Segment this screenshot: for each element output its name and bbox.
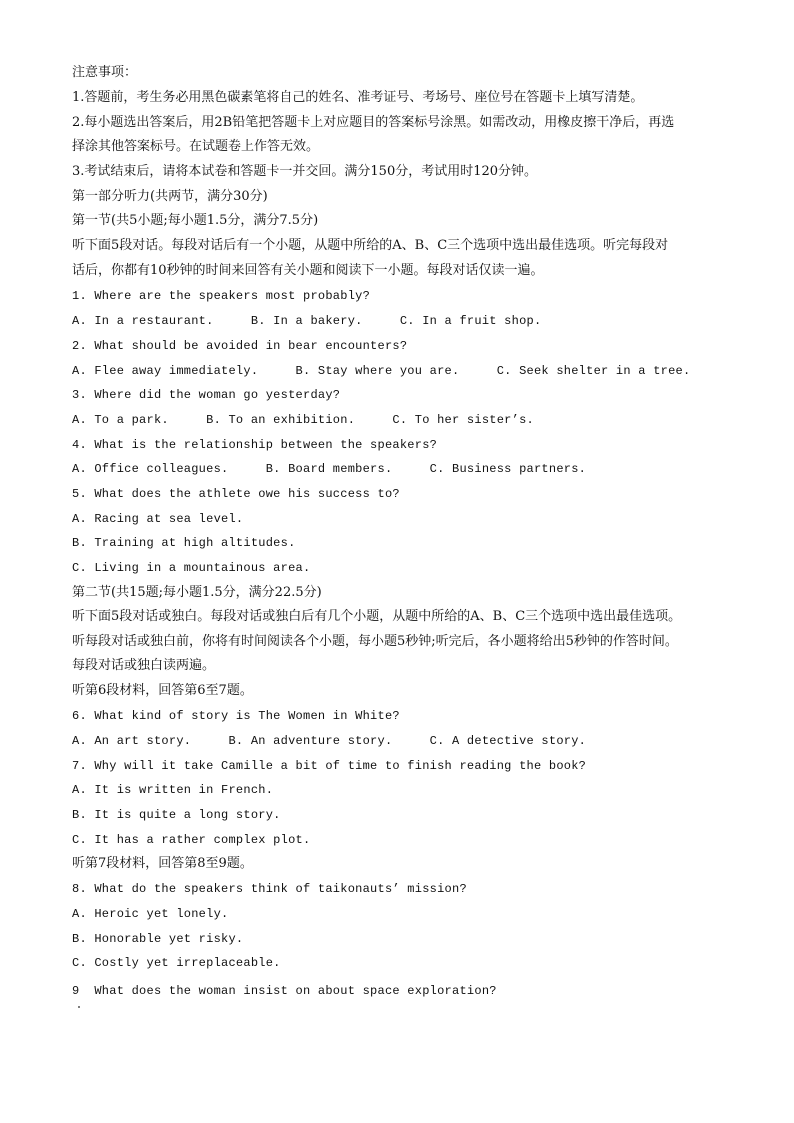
section2-instructions-1: 听下面5段对话或独白。每段对话或独白后有几个小题，从题中所给的A、B、C三个选项中选出最佳选项。 [72, 609, 682, 624]
notice-item-3: 3.考试结束后，请将本试卷和答题卡一并交回。满分150分，考试用时120分钟。 [72, 164, 538, 179]
section1-instructions-1: 听下面5段对话。每段对话后有一个小题，从题中所给的A、B、C三个选项中选出最佳选项。听完每段对 [72, 238, 669, 253]
question-5-option-a: A. Racing at sea level. [72, 512, 244, 526]
question-8-option-b: B. Honorable yet risky. [72, 932, 244, 946]
question-2-options: A. Flee away immediately. B. Stay where you are. C. Seek shelter in a tree. [72, 364, 691, 378]
question-6: 6. What kind of story is The Women in White? [72, 709, 400, 723]
question-1: 1. Where are the speakers most probably? [72, 289, 371, 303]
notice-item-2-cont: 择涂其他答案标号。在试题卷上作答无效。 [72, 139, 320, 154]
question-4-options: A. Office colleagues. B. Board members. C. Business partners. [72, 462, 587, 476]
question-9: 9 What does the woman insist on about space exploration? [72, 984, 497, 998]
question-1-options: A. In a restaurant. B. In a bakery. C. In a fruit shop. [72, 314, 542, 328]
question-2: 2. What should be avoided in bear encounters? [72, 339, 408, 353]
stray-mark [78, 1006, 80, 1008]
notice-title: 注意事项： [72, 65, 138, 80]
notice-item-1: 1.答题前，考生务必用黑色碳素笔将自己的姓名、准考证号、考场号、座位号在答题卡上填写清楚。 [72, 90, 644, 105]
question-6-options: A. An art story. B. An adventure story. C. A detective story. [72, 734, 587, 748]
question-7: 7. Why will it take Camille a bit of time to finish reading the book? [72, 759, 587, 773]
section2-instructions-3: 每段对话或独白读两遍。 [72, 658, 216, 673]
section2-instructions-2: 听每段对话或独白前，你将有时间阅读各个小题，每小题5秒钟;听完后，各小题将给出5秒钟的作答时间。 [72, 634, 678, 649]
question-5-option-c: C. Living in a mountainous area. [72, 561, 311, 575]
material-6-header: 听第6段材料，回答第6至7题。 [72, 683, 253, 698]
question-3: 3. Where did the woman go yesterday? [72, 388, 341, 402]
section2-title: 第二节(共15题;每小题1.5分，满分22.5分) [72, 585, 322, 600]
section1-instructions-2: 话后，你都有10秒钟的时间来回答有关小题和阅读下一小题。每段对话仅读一遍。 [72, 263, 544, 278]
material-7-header: 听第7段材料，回答第8至9题。 [72, 856, 253, 871]
question-8-option-a: A. Heroic yet lonely. [72, 907, 229, 921]
question-8-option-c: C. Costly yet irreplaceable. [72, 956, 281, 970]
question-7-option-a: A. It is written in French. [72, 783, 274, 797]
question-7-option-b: B. It is quite a long story. [72, 808, 281, 822]
question-3-options: A. To a park. B. To an exhibition. C. To her sister’s. [72, 413, 534, 427]
section1-title: 第一节(共5小题;每小题1.5分，满分7.5分) [72, 213, 319, 228]
question-7-option-c: C. It has a rather complex plot. [72, 833, 311, 847]
notice-item-2: 2.每小题选出答案后，用2B铅笔把答题卡上对应题目的答案标号涂黑。如需改动，用橡皮擦干净后，再选 [72, 115, 675, 130]
part1-title: 第一部分听力(共两节，满分30分) [72, 189, 268, 204]
question-5: 5. What does the athlete owe his success to? [72, 487, 400, 501]
question-8: 8. What do the speakers think of taikonauts’ mission? [72, 882, 467, 896]
question-4: 4. What is the relationship between the speakers? [72, 438, 438, 452]
question-5-option-b: B. Training at high altitudes. [72, 536, 296, 550]
